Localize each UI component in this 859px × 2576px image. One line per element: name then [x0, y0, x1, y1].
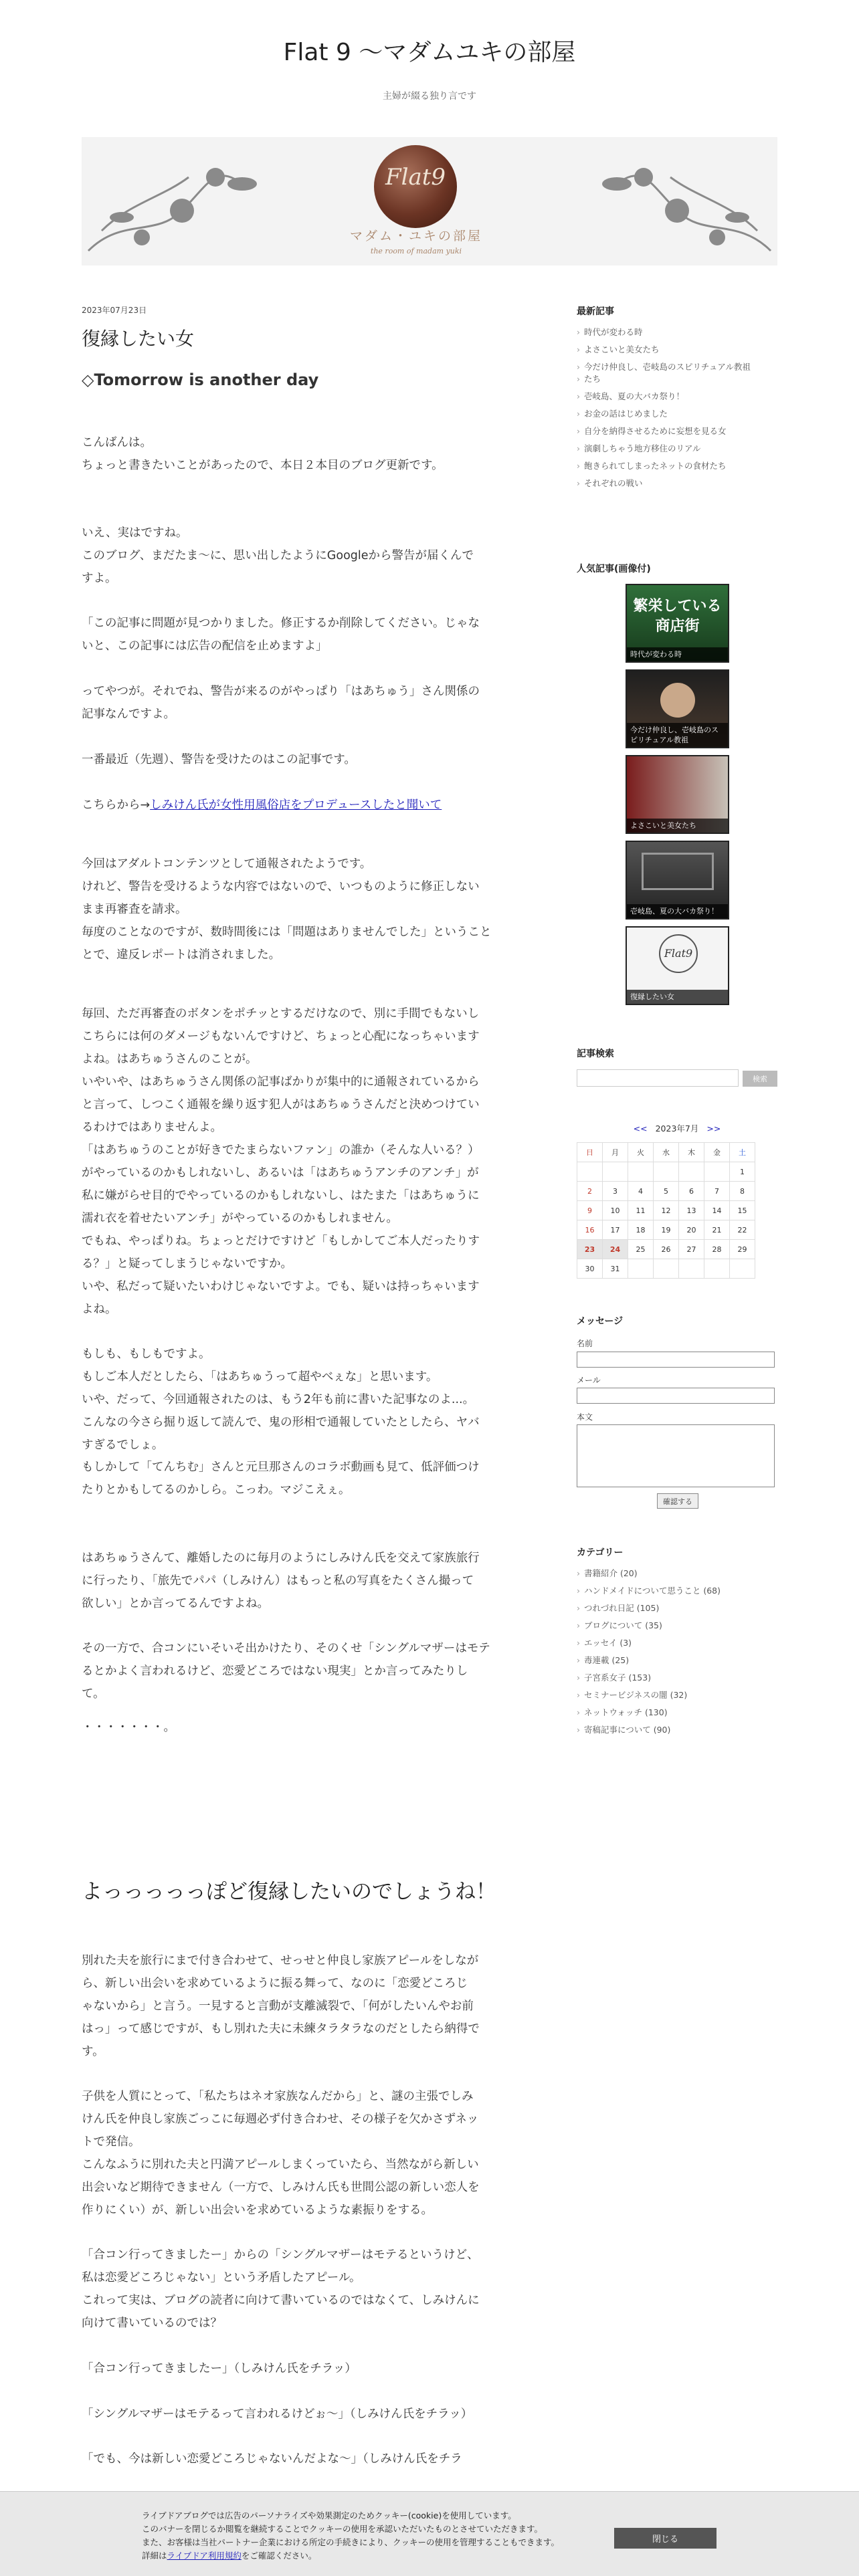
- paragraph: 「はあちゅうのことが好きでたまらないファン」の誰か（そんな人いる？） がやっているのかもしれないし、あるいは「はあちゅうアンチのアンチ」が 私に嫌がらせ目的でやっているのかもしれないし、はたまた「はあちゅうに 濡れ衣を着せたいアンチ」がやっているのかもしれません。: [82, 1144, 480, 1225]
- paragraph: いえ、実はですね。 このブログ、まだたま〜に、思い出したようにGoogleから警告が届くんで すよ。: [82, 526, 474, 585]
- paragraph: 「でも、今は新しい恋愛どころじゃないんだよな〜」（しみけん氏をチラ: [82, 2452, 462, 2466]
- post-subtitle: ◇Tomorrow is another day: [82, 370, 319, 389]
- calendar-day: [679, 1259, 704, 1279]
- calendar-day: [704, 1162, 730, 1182]
- popular-post-thumbnail[interactable]: [626, 755, 729, 834]
- calendar-day: 13: [679, 1201, 704, 1220]
- paragraph: 「合コン行ってきましたー」（しみけん氏をチラッ）: [82, 2362, 357, 2375]
- category-list: [577, 1568, 777, 1741]
- calendar-next-link[interactable]: >>: [706, 1123, 721, 1134]
- paragraph: はあちゅうさんて、離婚したのに毎月のようにしみけん氏を交えて家族旅行 に行ったり、「旅先でパパ（しみけん）はもっと私の写真をたくさん撮って 欲しい」とか言ってるんですよね。: [82, 1551, 480, 1610]
- calendar-prev-link[interactable]: <<: [633, 1123, 648, 1134]
- logo-japanese-title: マダム・ユキの部屋: [349, 229, 482, 243]
- weekday: 火: [628, 1143, 654, 1162]
- calendar-day: [654, 1162, 679, 1182]
- logo-text: Flat9: [385, 164, 446, 191]
- recent-post-link[interactable]: › 時代が変わる時: [577, 326, 777, 338]
- weekday: 日: [577, 1143, 603, 1162]
- calendar-day: 19: [654, 1220, 679, 1240]
- popular-post-thumbnail[interactable]: 繁栄している 商店街 時代が変わる時: [626, 584, 729, 663]
- category-link[interactable]: › 寄稿記事について (90): [577, 1724, 777, 1736]
- category-heading: カテゴリー: [577, 1547, 624, 1558]
- recent-post-link[interactable]: › よさこいと美女たち: [577, 344, 777, 356]
- thumbnail-caption: 今だけ仲良し、壱岐島のスピリチュアル教祖: [627, 723, 728, 747]
- article: [82, 304, 534, 2466]
- recent-post-link[interactable]: › 壱岐島、夏の大バカ祭り！: [577, 391, 777, 403]
- weekday: 土: [730, 1143, 755, 1162]
- calendar-day: 3: [603, 1182, 628, 1201]
- message-heading: メッセージ: [577, 1316, 624, 1327]
- thumbnail-caption: よさこいと美女たち: [627, 819, 728, 833]
- popular-posts-heading: 人気記事(画像付): [577, 564, 651, 574]
- thumbnail-caption: 復縁したい女: [627, 990, 728, 1004]
- calendar-day: 4: [628, 1182, 654, 1201]
- calendar-day: [628, 1162, 654, 1182]
- calendar-day: 27: [679, 1240, 704, 1259]
- category-link[interactable]: › 毒連載 (25): [577, 1654, 777, 1667]
- cookie-notice-text: ライブドアブログでは広告のパーソナライズや効果測定のためクッキー(cookie)を使用しています。 このバナーを閉じるか閲覧を継続することでクッキーの使用を承認いただいたものとさせていただきます。 また、お客様は当社パートナー企業における所定の手続きにより、クッキーの使用を管理することもできます。 詳細はライブドア利用規約をご確認ください。: [142, 2510, 560, 2561]
- calendar-day: 22: [730, 1220, 755, 1240]
- post-title[interactable]: 復縁したい女: [82, 328, 195, 350]
- category-link[interactable]: › 子宮系女子 (153): [577, 1672, 777, 1684]
- category-link[interactable]: › ネットウォッチ (130): [577, 1707, 777, 1719]
- paragraph: でもね、やっぱりね。ちょっとだけですけど「もしかしてご本人だったりす る？」と疑ってしまうじゃないですか。 いや、私だって疑いたいわけじゃないですよ。でも、疑いは持っちゃいます よね。: [82, 1235, 480, 1316]
- weekday: 水: [654, 1143, 679, 1162]
- calendar-day: [654, 1259, 679, 1279]
- recent-posts-heading: 最新記事: [577, 306, 614, 317]
- popular-post-thumbnail[interactable]: [626, 669, 729, 748]
- calendar-day: [577, 1162, 603, 1182]
- calendar-day: [679, 1162, 704, 1182]
- calendar-day: 7: [704, 1182, 730, 1201]
- paragraph-greeting: こんばんは。 ちょっと書きたいことがあったので、本日２本目のブログ更新です。: [82, 436, 444, 472]
- calendar-day: 31: [603, 1259, 628, 1279]
- confirm-button[interactable]: 確認する: [657, 1493, 698, 1509]
- calendar-day: 1: [730, 1162, 755, 1182]
- calendar-day: 15: [730, 1201, 755, 1220]
- calendar: [577, 1142, 755, 1279]
- calendar-day: [628, 1259, 654, 1279]
- paragraph: 「シングルマザーはモテるって言われるけどぉ〜」（しみけん氏をチラッ）: [82, 2407, 473, 2421]
- site-description: 主婦が綴る独り言です: [383, 91, 476, 102]
- recent-post-link[interactable]: › それぞれの戦い: [577, 477, 777, 490]
- cookie-banner: [0, 2491, 859, 2576]
- cookie-close-button[interactable]: 閉じる: [614, 2528, 717, 2549]
- calendar-day: 5: [654, 1182, 679, 1201]
- name-field[interactable]: [577, 1352, 775, 1368]
- search-button[interactable]: 検索: [743, 1071, 777, 1087]
- calendar-day: [730, 1259, 755, 1279]
- category-link[interactable]: › セミナービジネスの闇 (32): [577, 1689, 777, 1701]
- recent-post-link[interactable]: › お金の話はじめました: [577, 408, 777, 420]
- section-heading: よっっっっっぽど復縁したいのでしょうね！: [82, 1880, 496, 1904]
- calendar-day: 17: [603, 1220, 628, 1240]
- site-title[interactable]: Flat 9 〜マダムユキの部屋: [283, 39, 576, 66]
- weekday: 木: [679, 1143, 704, 1162]
- paragraph: その一方で、合コンにいそいそ出かけたり、そのくせ「シングルマザーはモテ るとかよく言われるけど、恋愛どころではない現実」とか言ってみたりし て。: [82, 1642, 490, 1701]
- paragraph: 「合コン行ってきましたー」からの「シングルマザーはモテるというけど、 私は恋愛どころじゃない」という矛盾したアピール。 これって実は、ブログの読者に向けて書いているのではなくて、しみけんに 向けて書いているのでは？: [82, 2248, 480, 2330]
- recent-post-link-continued[interactable]: › たち: [577, 373, 777, 385]
- recent-post-link[interactable]: › 自分を納得させるために妄想を見る女: [577, 425, 777, 437]
- calendar-day: 21: [704, 1220, 730, 1240]
- calendar-day: 10: [603, 1201, 628, 1220]
- paragraph-dots: ・・・・・・・。: [82, 1721, 175, 1734]
- calendar-day: 28: [704, 1240, 730, 1259]
- calendar-day: [704, 1259, 730, 1279]
- calendar-day: 16: [577, 1220, 603, 1240]
- article-link[interactable]: しみけん氏が女性用風俗店をプロデュースしたと聞いて: [150, 798, 442, 812]
- thumbnail-caption: 時代が変わる時: [627, 647, 728, 661]
- mail-label: メール: [577, 1376, 601, 1385]
- recent-post-link[interactable]: › 演劇しちゃう地方移住のリアル: [577, 443, 777, 455]
- paragraph: 「この記事に問題が見つかりました。修正するか削除してください。じゃな いと、この記事には広告の配信を止めますよ」: [82, 617, 480, 653]
- paragraph: 子供を人質にとって、「私たちはネオ家族なんだから」と、謎の主張でしみ けん氏を仲良し家族ごっこに毎週必ず付き合わせ、その様子を欠かさずネッ トで発信。 こんなふうに別れた夫と円満アピールしまくっていたら、当然ながら新しい 出会いなど期待できません（一方で、しみけん氏も世間公認の新しい恋人を 作りにくい）が、新しい出会いを求めているような素振りをする。: [82, 2090, 480, 2217]
- logo-english-title: the room of madam yuki: [370, 247, 462, 255]
- popular-post-thumbnail[interactable]: Flat9 復縁したい女: [626, 926, 729, 1005]
- mail-field[interactable]: [577, 1388, 775, 1404]
- recent-post-link[interactable]: › 今だけ仲良し、壱岐島のスピリチュアル教祖: [577, 361, 777, 373]
- category-link[interactable]: › つれづれ日記 (105): [577, 1602, 777, 1614]
- paragraph-link: こちらから→しみけん氏が女性用風俗店をプロデュースしたと聞いて: [82, 798, 442, 812]
- calendar-day: 18: [628, 1220, 654, 1240]
- search-input[interactable]: [577, 1069, 739, 1087]
- paragraph: 別れた夫を旅行にまで付き合わせて、せっせと仲良し家族アピールをしなが ら、新しい出会いを求めているように振る舞って、なのに「恋愛どころじ ゃないから」と言う。一見すると言動が支離滅裂で、「何がしたいんやお前 はっ」って感じですが、もし別れた夫に未練タラタラなのだとしたら納得で す。: [82, 1954, 480, 2058]
- post-date: 2023年07月23日: [82, 306, 147, 315]
- calendar-day: [603, 1162, 628, 1182]
- calendar-day: 12: [654, 1201, 679, 1220]
- calendar-day: 11: [628, 1201, 654, 1220]
- weekday: 月: [603, 1143, 628, 1162]
- calendar-day-link[interactable]: 23: [577, 1240, 603, 1259]
- calendar-day: 9: [577, 1201, 603, 1220]
- calendar-day: 26: [654, 1240, 679, 1259]
- search-form: [577, 1069, 777, 1088]
- header-banner[interactable]: [82, 137, 777, 265]
- calendar-day: 14: [704, 1201, 730, 1220]
- category-link[interactable]: › 書籍紹介 (20): [577, 1568, 777, 1580]
- thumbnail-caption: 壱岐島、夏の大バカ祭り！: [627, 904, 728, 918]
- calendar-month: 2023年7月: [655, 1123, 699, 1134]
- search-heading: 記事検索: [577, 1049, 614, 1059]
- recent-posts-list: [577, 326, 777, 495]
- paragraph: 一番最近（先週）、警告を受けたのはこの記事です。: [82, 753, 356, 766]
- paragraph: 今回はアダルトコンテンツとして通報されたようです。 けれど、警告を受けるような内容ではないので、いつものように修正しない まま再審査を請求。 毎度のことなのですが、数時間後には「問題はありませんでした」ということ とで、違反レポートは消されました。: [82, 857, 492, 962]
- terms-link[interactable]: ライブドア利用規約: [167, 2551, 242, 2561]
- weekday: 金: [704, 1143, 730, 1162]
- calendar-day-link[interactable]: 24: [603, 1240, 628, 1259]
- category-link[interactable]: › エッセイ (3): [577, 1637, 777, 1649]
- popular-post-thumbnail[interactable]: [626, 841, 729, 920]
- calendar-day: 6: [679, 1182, 704, 1201]
- paragraph: いやいや、はあちゅうさん関係の記事ばかりが集中的に通報されているから と言って、しつこく通報を繰り返す犯人がはあちゅうさんだと決めつけてい るわけではありませんよ。: [82, 1075, 480, 1134]
- body-label: 本文: [577, 1412, 593, 1422]
- name-label: 名前: [577, 1339, 593, 1348]
- category-link[interactable]: › ブログについて (35): [577, 1620, 777, 1632]
- message-body-field[interactable]: [577, 1424, 775, 1487]
- calendar-day: 8: [730, 1182, 755, 1201]
- calendar-header: [577, 1122, 777, 1134]
- calendar-day: 25: [628, 1240, 654, 1259]
- paragraph: もしも、もしもですよ。 もしご本人だとしたら、「はあちゅうって超やべぇな」と思います。 いや、だって、今回通報されたのは、もう2年も前に書いた記事なのよ...。 こんなの今さら掘り返して読んで、鬼の形相で通報していたとしたら、ヤバ すぎるでしょ。: [82, 1348, 480, 1452]
- calendar-day: 2: [577, 1182, 603, 1201]
- recent-post-link[interactable]: › 飽きられてしまったネットの食材たち: [577, 460, 777, 472]
- paragraph: 毎回、ただ再審査のボタンをポチッとするだけなので、別に手間でもないし こちらには何のダメージもないんですけど、ちょっと心配になっちゃいます よね。はあちゅうさんのことが。: [82, 1007, 480, 1066]
- paragraph: もしかして「てんちむ」さんと元旦那さんのコラボ動画も見て、低評価つけ たりとかもしてるのかしら。こっわ。マジこえぇ。: [82, 1461, 480, 1497]
- category-link[interactable]: › ハンドメイドについて思うこと (68): [577, 1585, 777, 1597]
- calendar-day: 29: [730, 1240, 755, 1259]
- calendar-day: 20: [679, 1220, 704, 1240]
- calendar-day: 30: [577, 1259, 603, 1279]
- paragraph: ってやつが。それでね、警告が来るのがやっぱり「はあちゅう」さん関係の 記事なんですよ。: [82, 685, 480, 721]
